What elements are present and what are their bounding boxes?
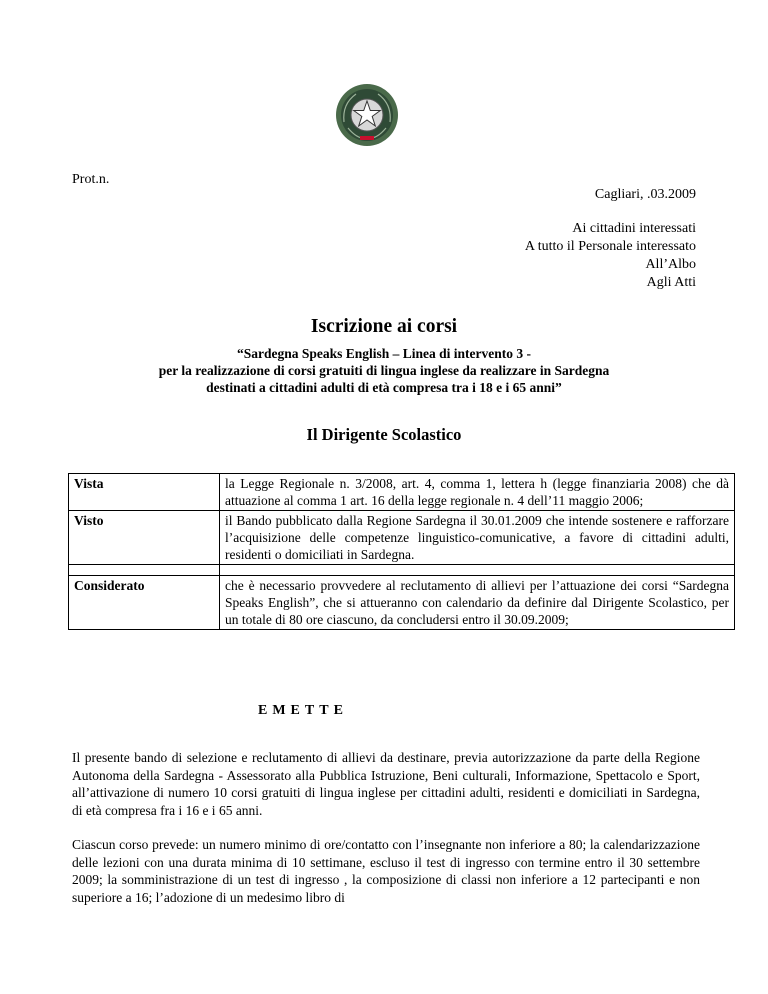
recipient: All’Albo xyxy=(645,257,696,272)
spacer-cell xyxy=(220,565,735,576)
document-subtitle xyxy=(0,345,768,396)
subtitle-line: per la realizzazione di corsi gratuiti di lingua inglese da realizzare in Sardegna xyxy=(158,363,610,378)
subtitle-line: destinati a cittadini adulti di età compresa tra i 18 e i 65 anni” xyxy=(206,380,562,395)
recital-label: Considerato xyxy=(69,576,220,630)
protocol-number: Prot.n. xyxy=(72,172,110,187)
recipients-list xyxy=(525,220,696,292)
subtitle-line: “Sardegna Speaks English – Linea di intervento 3 - xyxy=(236,346,532,361)
spacer-cell xyxy=(69,565,220,576)
recital-label: Visto xyxy=(69,511,220,565)
table-row xyxy=(69,511,735,565)
recital-label: Vista xyxy=(69,474,220,511)
recital-text: che è necessario provvedere al reclutamento di allievi per l’attuazione dei corsi “Sardegna Speaks English”, che si attueranno con calendario da definire dal Dirigente Scolastico, per un totale di 80 ore ciascuno, da concludersi entro il 30.09.2009; xyxy=(220,576,735,630)
recitals-table xyxy=(68,473,735,630)
recital-text: il Bando pubblicato dalla Regione Sardegna il 30.01.2009 che intende sostenere e rafforzare l’acquisizione delle competenze linguistico-comunicative, a favore di cittadini adulti, residenti o domiciliati in Sardegna. xyxy=(220,511,735,565)
recital-text: la Legge Regionale n. 3/2008, art. 4, comma 1, lettera h (legge finanziaria 2008) che dà attuazione al comma 1 art. 16 della legge regionale n. 4 dell’11 maggio 2006; xyxy=(220,474,735,511)
issuing-authority: Il Dirigente Scolastico xyxy=(306,425,462,444)
emette-heading: EMETTE xyxy=(258,703,348,718)
table-row xyxy=(69,474,735,511)
document-date: Cagliari, .03.2009 xyxy=(594,187,696,202)
recipient: Ai cittadini interessati xyxy=(572,221,696,236)
body-paragraph: Il presente bando di selezione e reclutamento di allievi da destinare, previa autorizzazione da parte della Regione Autonoma della Sardegna - Assessorato alla Pubblica Istruzione, Beni culturali, Informazione, Spettacolo e Sport, all’attivazione di numero 10 corsi gratuiti di lingua inglese per cittadini adulti, residenti e domiciliati in Sardegna, di età compresa fra i 16 e i 65 anni. xyxy=(72,750,700,818)
table-spacer-row xyxy=(69,565,735,576)
document-title: Iscrizione ai corsi xyxy=(310,316,458,337)
recipient: A tutto il Personale interessato xyxy=(524,239,696,254)
recipient: Agli Atti xyxy=(646,275,696,290)
body-paragraph: Ciascun corso prevede: un numero minimo di ore/contatto con l’insegnante non inferiore a 80; la calendarizzazione delle lezioni con una durata minima di 10 settimane, escluso il test di ingresso con termine entro il 30 settembre 2009; la somministrazione di un test di ingresso , la composizione di classi non inferiore a 12 partecipanti e non superiore a 16; l’adozione di un medesimo libro di xyxy=(72,837,700,905)
italian-republic-emblem-icon xyxy=(334,82,400,148)
table-row xyxy=(69,576,735,630)
